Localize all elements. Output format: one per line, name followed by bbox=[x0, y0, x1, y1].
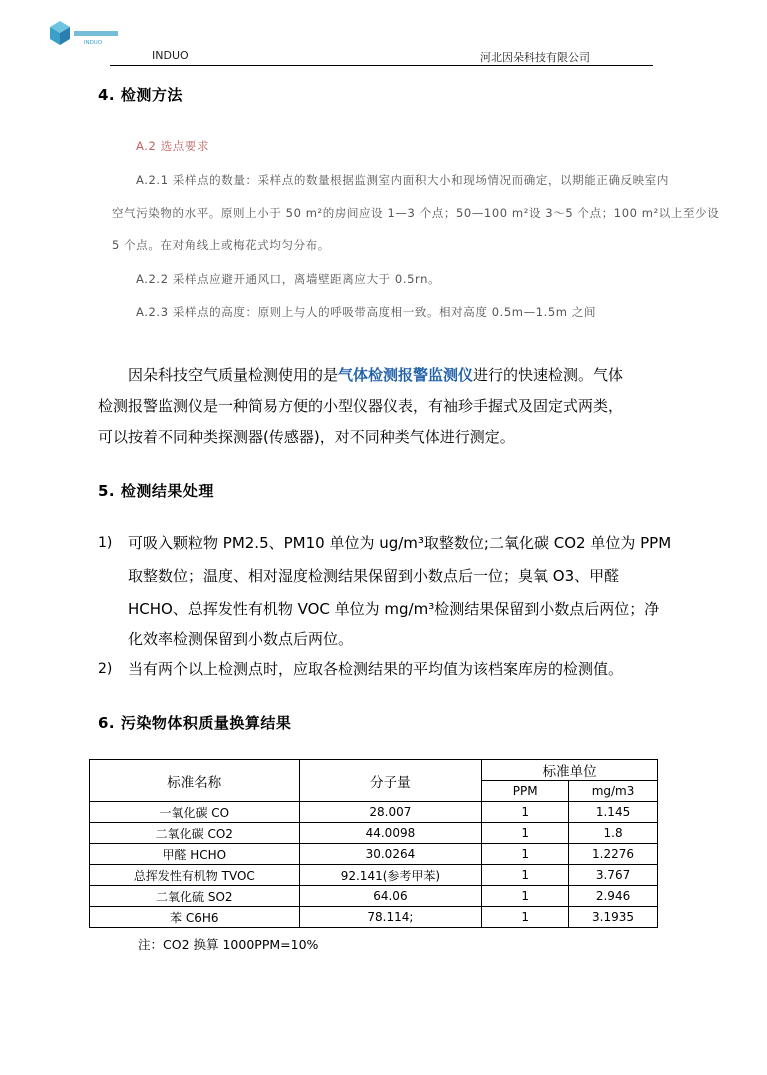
cell-ppm: 1 bbox=[482, 823, 569, 844]
cell-ppm: 1 bbox=[482, 865, 569, 886]
section-4-paragraph-line: 检测报警监测仪是一种简易方便的小型仪器仪表，有袖珍手握式及固定式两类， bbox=[98, 397, 624, 415]
header-name: 标准名称 bbox=[90, 760, 300, 802]
cell-mg: 1.145 bbox=[569, 802, 658, 823]
section-5-heading: 5. 检测结果处理 bbox=[98, 482, 214, 500]
cell-name: 苯 C6H6 bbox=[90, 907, 300, 928]
section-4-paragraph-line: 因朵科技空气质量检测使用的是气体检测报警监测仪进行的快速检测。气体 bbox=[128, 366, 624, 384]
table-row bbox=[90, 886, 658, 907]
list-number: 2) bbox=[98, 661, 113, 677]
quote-line: A.2.1 采样点的数量：采样点的数量根据监测室内面积大小和现场情况而确定，以期能正确反映室内 bbox=[136, 173, 669, 187]
table-header-row bbox=[90, 760, 658, 781]
cell-name: 总挥发性有机物 TVOC bbox=[90, 865, 300, 886]
list-item-line: 可吸入颗粒物 PM2.5、PM10 单位为 ug/m³取整数位;二氧化碳 CO2 单位为 PPM bbox=[128, 534, 672, 552]
cell-mw: 44.0098 bbox=[299, 823, 482, 844]
company-logo bbox=[48, 18, 123, 48]
list-item-line: 当有两个以上检测点时，应取各检测结果的平均值为该档案库房的检测值。 bbox=[128, 660, 624, 678]
cell-mw: 30.0264 bbox=[299, 844, 482, 865]
list-item-line: 化效率检测保留到小数点后两位。 bbox=[128, 630, 354, 648]
table-row bbox=[90, 802, 658, 823]
quote-line: 5 个点。在对角线上或梅花式均匀分布。 bbox=[112, 238, 330, 252]
cell-ppm: 1 bbox=[482, 844, 569, 865]
cell-name: 二氧化硫 SO2 bbox=[90, 886, 300, 907]
table-row bbox=[90, 865, 658, 886]
cell-mw: 78.114; bbox=[299, 907, 482, 928]
table-note: 注：CO2 换算 1000PPM=10% bbox=[138, 937, 319, 952]
table-row bbox=[90, 907, 658, 928]
cell-name: 甲醛 HCHO bbox=[90, 844, 300, 865]
header-left-text: INDUO bbox=[152, 49, 189, 62]
cell-name: 二氧化碳 CO2 bbox=[90, 823, 300, 844]
header-mg: mg/m3 bbox=[569, 781, 658, 802]
list-item-line: HCHO、总挥发性有机物 VOC 单位为 mg/m³检测结果保留到小数点后两位；净 bbox=[128, 600, 660, 618]
cell-ppm: 1 bbox=[482, 907, 569, 928]
quote-line: A.2.3 采样点的高度：原则上与人的呼吸带高度相一致。相对高度 0.5m—1.5m 之间 bbox=[136, 305, 597, 319]
list-item-line: 取整数位；温度、相对湿度检测结果保留到小数点后一位；臭氧 O3、甲醛 bbox=[128, 567, 620, 585]
table-row bbox=[90, 844, 658, 865]
conversion-table bbox=[89, 759, 658, 928]
list-number: 1) bbox=[98, 535, 113, 551]
header-standard-unit: 标准单位 bbox=[482, 760, 658, 781]
cell-mw: 64.06 bbox=[299, 886, 482, 907]
cell-ppm: 1 bbox=[482, 886, 569, 907]
header-divider bbox=[110, 65, 653, 66]
cell-mw: 92.141(参考甲苯) bbox=[299, 865, 482, 886]
quote-title: A.2 选点要求 bbox=[136, 139, 210, 153]
quote-line: 空气污染物的水平。原则上小于 50 m²的房间应设 1—3 个点；50—100 m²设 3～5 个点；100 m²以上至少设 bbox=[112, 206, 720, 220]
cell-mg: 2.946 bbox=[569, 886, 658, 907]
cell-mg: 3.1935 bbox=[569, 907, 658, 928]
cell-name: 一氧化碳 CO bbox=[90, 802, 300, 823]
cell-mg: 1.2276 bbox=[569, 844, 658, 865]
svg-text:INDUO: INDUO bbox=[83, 40, 103, 46]
header-company-name: 河北因朵科技有限公司 bbox=[480, 51, 590, 64]
cell-mg: 1.8 bbox=[569, 823, 658, 844]
cell-mg: 3.767 bbox=[569, 865, 658, 886]
header-ppm: PPM bbox=[482, 781, 569, 802]
table-row bbox=[90, 823, 658, 844]
section-6-heading: 6. 污染物体积质量换算结果 bbox=[98, 714, 292, 732]
product-keyword: 气体检测报警监测仪 bbox=[338, 366, 474, 384]
header-molecular-weight: 分子量 bbox=[299, 760, 482, 802]
cell-ppm: 1 bbox=[482, 802, 569, 823]
section-4-paragraph-line: 可以按着不同种类探测器(传感器)，对不同种类气体进行测定。 bbox=[98, 428, 515, 446]
section-4-heading: 4. 检测方法 bbox=[98, 86, 183, 104]
cell-mw: 28.007 bbox=[299, 802, 482, 823]
quote-line: A.2.2 采样点应避开通风口，离墙壁距离应大于 0.5rn。 bbox=[136, 272, 441, 286]
